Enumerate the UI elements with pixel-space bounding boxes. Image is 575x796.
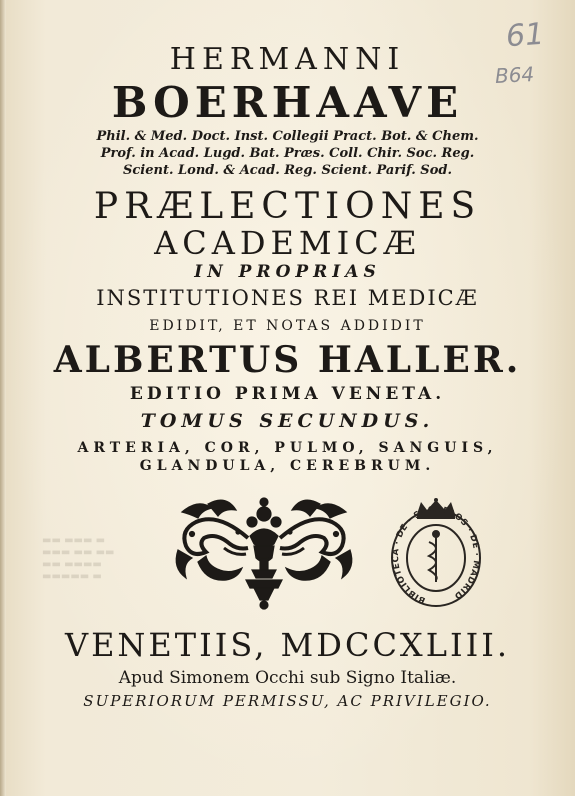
subtitle-line-1: IN PROPRIAS [194, 262, 381, 282]
title-line-1: PRÆLECTIONES [93, 186, 482, 227]
edited-by-label: EDIDIT, ET NOTAS ADDIDIT [149, 318, 426, 334]
staff-icon [429, 531, 439, 582]
volume-statement: TOMUS SECUNDUS. [140, 410, 435, 432]
privilege-statement: SUPERIORUM PERMISSU, AC PRIVILEGIO. [83, 692, 492, 710]
shelfmark-code: B64 [494, 61, 535, 89]
author-first-name: HERMANNI [169, 42, 406, 77]
editor-name: ALBERTUS HALLER. [53, 339, 522, 381]
printers-ornament [168, 492, 360, 610]
contents-line-2: GLANDULA, CEREBRUM. [139, 458, 436, 474]
stamp-text: BIBLIOTECA · DE · S· CARLOS · DE · MADRID [390, 504, 482, 606]
edition-statement: EDITIO PRIMA VENETA. [129, 384, 446, 404]
title-line-2: ACADEMICÆ [154, 224, 421, 262]
bleed-through-text: ▬▬ ▬▬▬ ▬ ▬▬▬ ▬▬ ▬▬ ▬▬ ▬▬▬▬ ▬▬▬▬▬ ▬ [42, 535, 115, 582]
author-credentials-line-1: Phil. & Med. Doct. Inst. Collegii Pract. Bot. & Chem. [96, 129, 479, 144]
author-credentials-line-2: Prof. in Acad. Lugd. Bat. Præs. Coll. Chir. Soc. Reg. [100, 146, 475, 161]
imprint-place-year: VENETIIS, MDCCXLIII. [64, 626, 511, 664]
author-last-name: BOERHAAVE [111, 78, 464, 127]
subtitle-line-2: INSTITUTIONES REI MEDICÆ [96, 286, 479, 310]
library-stamp [389, 498, 483, 608]
shelfmark-number: 61 [504, 16, 546, 55]
author-credentials-line-3: Scient. Lond. & Acad. Reg. Scient. Parif. Sod. [123, 163, 452, 178]
contents-line-1: ARTERIA, COR, PULMO, SANGUIS, [77, 440, 498, 456]
printer-statement: Apud Simonem Occhi sub Signo Italiæ. [118, 668, 457, 688]
